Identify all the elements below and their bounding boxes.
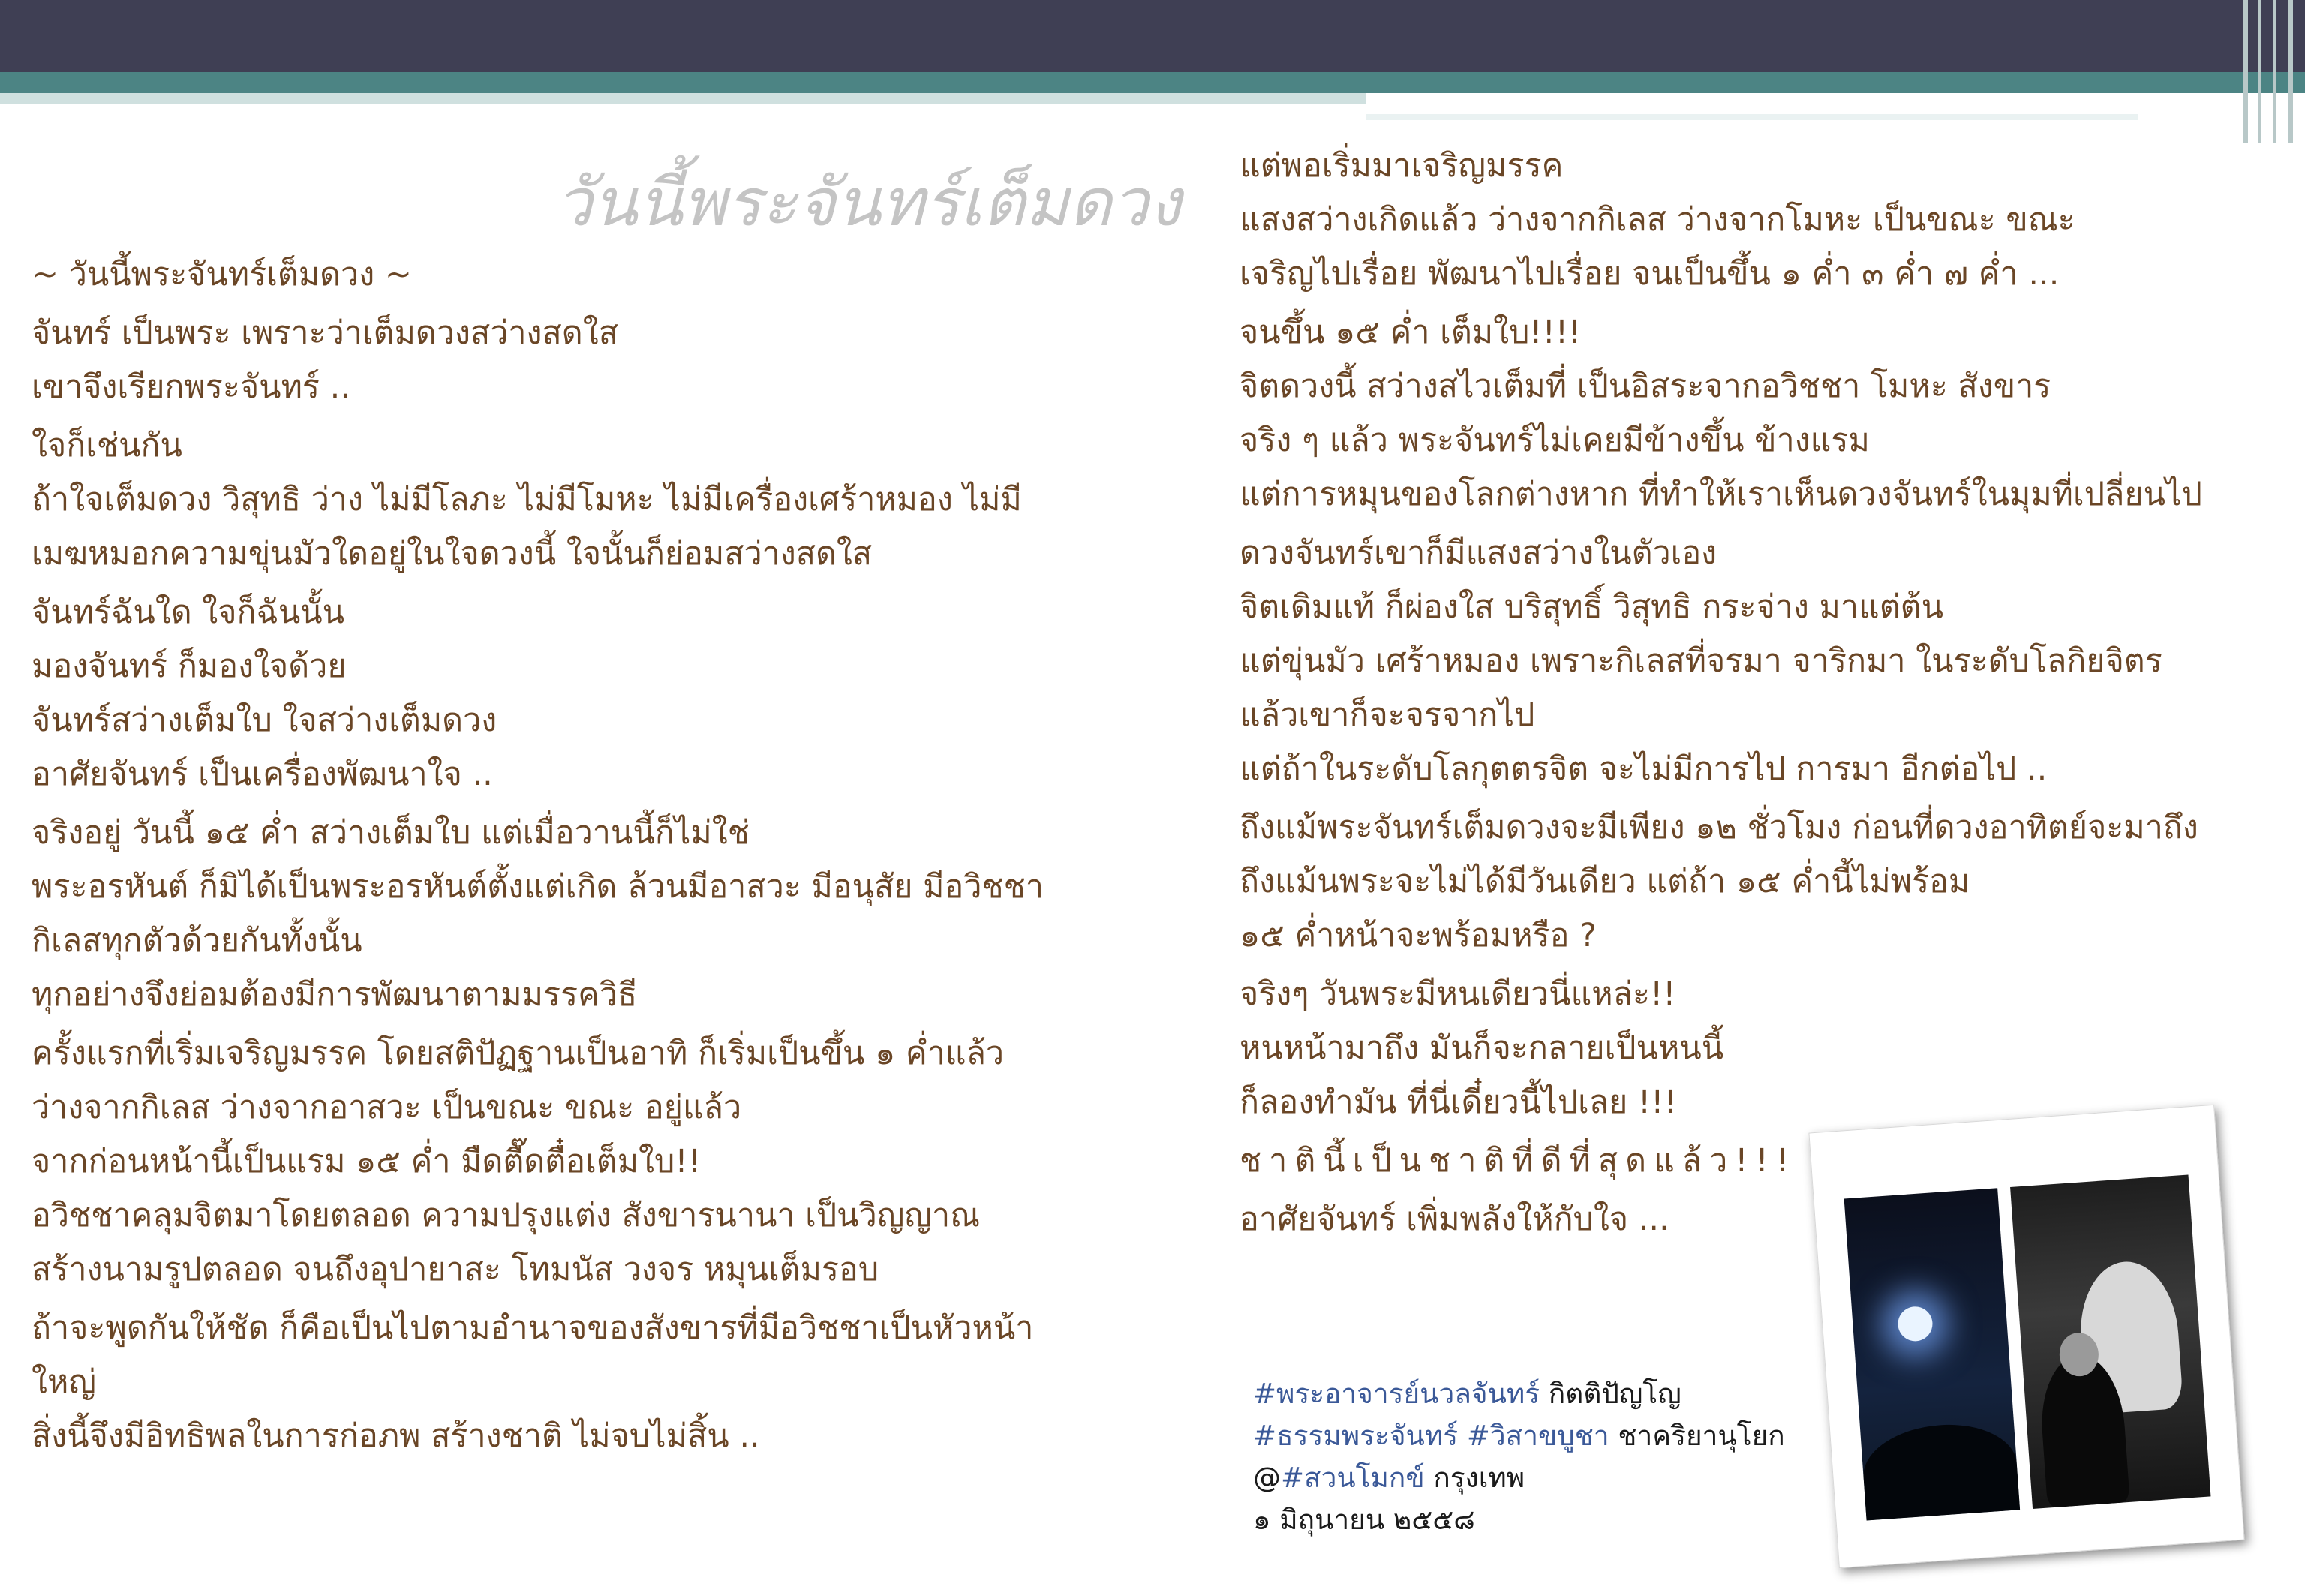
photo-frame [1808,1105,2244,1568]
photo-caption [1253,1373,1823,1541]
paragraph [32,806,1217,1022]
text-line: จริง ๆ แล้ว พระจันทร์ไม่เคยมีข้างขึ้น ข้างแรม [1240,422,1870,459]
monk-photo [2010,1174,2210,1509]
text-line: สร้างนามรูปตลอด จนถึงอุปายาสะ โทมนัส วงจร หมุนเต็มรอบ [32,1251,879,1288]
hashtag-link[interactable]: #วิสาขบูชา [1458,1420,1609,1452]
caption-line [1253,1415,1823,1457]
text-line: เขาจึงเรียกพระจันทร์ .. [32,368,351,406]
text-line: ถึงแม้พระจันทร์เต็มดวงจะมีเพียง ๑๒ ชั่วโมง ก่อนที่ดวงอาทิตย์จะมาถึง [1240,809,2198,846]
caption-date: ๑ มิถุนายน ๒๕๕๘ [1253,1504,1475,1536]
text-line: จนขึ้น ๑๕ ค่ำ เต็มใบ!!!! [1240,314,1582,351]
text-line: แต่การหมุนของโลกต่างหาก ที่ทำให้เราเห็นดวงจันทร์ในมุมที่เปลี่ยนไป [1240,476,2202,513]
text-line: จริงๆ วันพระมีหนเดียวนี่แหล่ะ!! [1240,975,1676,1013]
top-banner [0,0,2305,72]
moon-icon [1897,1306,1934,1342]
caption-text: กิตติปัญโญ [1540,1378,1681,1410]
hashtag-link[interactable]: #ธรรมพระจันทร์ [1253,1420,1459,1452]
text-line: ๑๕ ค่ำหน้าจะพร้อมหรือ ? [1240,917,1597,954]
corner-stripe [2258,0,2261,143]
left-column [32,248,1217,1468]
corner-stripe [2243,0,2248,143]
text-line: อวิชชาคลุมจิตมาโดยตลอด ความปรุงแต่ง สังขารนานา เป็นวิญญาณ [32,1197,981,1234]
caption-line [1253,1457,1823,1499]
text-line: พระอรหันต์ ก็มิได้เป็นพระอรหันต์ตั้งแต่เกิด ล้วนมีอาสวะ มีอนุสัย มีอวิชชา [32,868,1044,906]
text-line: จากก่อนหน้านี้เป็นแรม ๑๕ ค่ำ มืดตื๊ดตื๋อเต็มใบ!! [32,1143,701,1180]
text-line: หนหน้ามาถึง มันก็จะกลายเป็นหนนี้ [1240,1029,1724,1067]
paragraph [1240,305,2297,521]
text-line: กิเลสทุกตัวด้วยกันทั้งนั้น [32,922,362,960]
hashtag-link[interactable]: #พระอาจารย์นวลจันทร์ [1253,1378,1540,1410]
text-line: แต่ถ้าในระดับโลกุตตรจิต จะไม่มีการไป การมา อีกต่อไป .. [1240,750,2048,788]
corner-stripe [2273,0,2276,143]
text-line: จันทร์ เป็นพระ เพราะว่าเต็มดวงสว่างสดใส [32,314,618,352]
text-line: ครั้งแรกที่เริ่มเจริญมรรค โดยสติปัฏฐานเป็นอาทิ ก็เริ่มเป็นขึ้น ๑ ค่ำแล้ว [32,1035,1005,1072]
text-line: ถ้าใจเต็มดวง วิสุทธิ ว่าง ไม่มีโลภะ ไม่มีโมหะ ไม่มีเครื่องเศร้าหมอง ไม่มี [32,481,1022,518]
paragraph [32,585,1217,801]
text-line: ~ วันนี้พระจันทร์เต็มดวง ~ [32,256,412,293]
paragraph [1240,526,2297,796]
right-column [1240,139,2297,1251]
text-line: จิตดวงนี้ สว่างสไวเต็มที่ เป็นอิสระจากอวิชชา โมหะ สังขาร [1240,368,2051,405]
light-band [0,93,1366,104]
paragraph [32,306,1217,414]
paragraph [32,1301,1217,1463]
text-line: อาศัยจันทร์ เพิ่มพลังให้กับใจ ... [1240,1201,1669,1238]
text-line: ว่างจากกิเลส ว่างจากอาสวะ เป็นขณะ ขณะ อยู่แล้ว [32,1089,742,1126]
accent-line [1366,114,2138,120]
text-line: แต่ขุ่นมัว เศร้าหมอง เพราะกิเลสที่จรมา จาริกมา ในระดับโลกิยจิตร [1240,642,2162,680]
text-line: จริงอยู่ วันนี้ ๑๕ ค่ำ สว่างเต็มใบ แต่เมื่อวานนี้ก็ไม่ใช่ [32,814,750,852]
hashtag-link[interactable]: #สวนโมกข์ [1281,1462,1425,1494]
text-line: ก็ลองทำมัน ที่นี่เดี๋ยวนี้ไปเลย !!! [1240,1084,1677,1121]
text-line: เมฆหมอกความขุ่นมัวใดอยู่ในใจดวงนี้ ใจนั้นก็ย่อมสว่างสดใส [32,535,873,573]
text-line: ถึงแม้นพระจะไม่ได้มีวันเดียว แต่ถ้า ๑๕ ค่ำนี้ไม่พร้อม [1240,863,1970,900]
paragraph [1240,801,2297,963]
paragraph [32,248,1217,302]
text-line: จันทร์สว่างเต็มใบ ใจสว่างเต็มดวง [32,702,497,739]
text-line: จันทร์ฉันใด ใจก็ฉันนั้น [32,594,345,631]
text-line: ใจก็เช่นกัน [32,427,182,464]
full-moon-photo [1844,1188,2020,1520]
paragraph [1240,967,2297,1129]
paragraph [32,419,1217,581]
tree-silhouette [1860,1420,2020,1520]
text-line: แต่พอเริ่มมาเจริญมรรค [1240,147,1564,185]
text-line: จิตเดิมแท้ ก็ผ่องใส บริสุทธิ์ วิสุทธิ กระจ่าง มาแต่ต้น [1240,588,1944,626]
text-line: มองจันทร์ ก็มองใจด้วย [32,648,347,685]
caption-text: กรุงเทพ [1424,1462,1525,1494]
text-line: อาศัยจันทร์ เป็นเครื่องพัฒนาใจ .. [32,756,493,793]
text-line: ดวงจันทร์เขาก็มีแสงสว่างในตัวเอง [1240,534,1717,572]
paragraph [1240,139,2297,301]
text-line: แสงสว่างเกิดแล้ว ว่างจากกิเลส ว่างจากโมหะ เป็นขณะ ขณะ [1240,201,2075,239]
teal-band [0,72,2305,93]
paragraph [32,1026,1217,1297]
text-line: สิ่งนี้จึงมีอิทธิพลในการก่อภพ สร้างชาติ ไม่จบไม่สิ้น .. [32,1417,760,1455]
caption-text: ชาคริยานุโยก [1609,1420,1785,1452]
caption-line [1253,1373,1823,1415]
text-line: ถ้าจะพูดกันให้ชัด ก็คือเป็นไปตามอำนาจของสังขารที่มีอวิชชาเป็นหัวหน้า [32,1309,1034,1347]
text-line: ใหญ่ [32,1363,96,1401]
text-line: แล้วเขาก็จะจรจากไป [1240,696,1535,734]
text-line: ทุกอย่างจึงย่อมต้องมีการพัฒนาตามมรรควิธี [32,976,638,1014]
corner-stripe [2288,0,2293,143]
text-line: ชาตินี้เป็นชาติที่ดีที่สุดแล้ว!!! [1240,1142,1796,1180]
page-title: วันนี้พระจันทร์เต็มดวง [555,164,1182,241]
text-line: เจริญไปเรื่อย พัฒนาไปเรื่อย จนเป็นขึ้น ๑ ค่ำ ๓ ค่ำ ๗ ค่ำ ... [1240,255,2060,293]
at-symbol: @ [1253,1462,1281,1494]
